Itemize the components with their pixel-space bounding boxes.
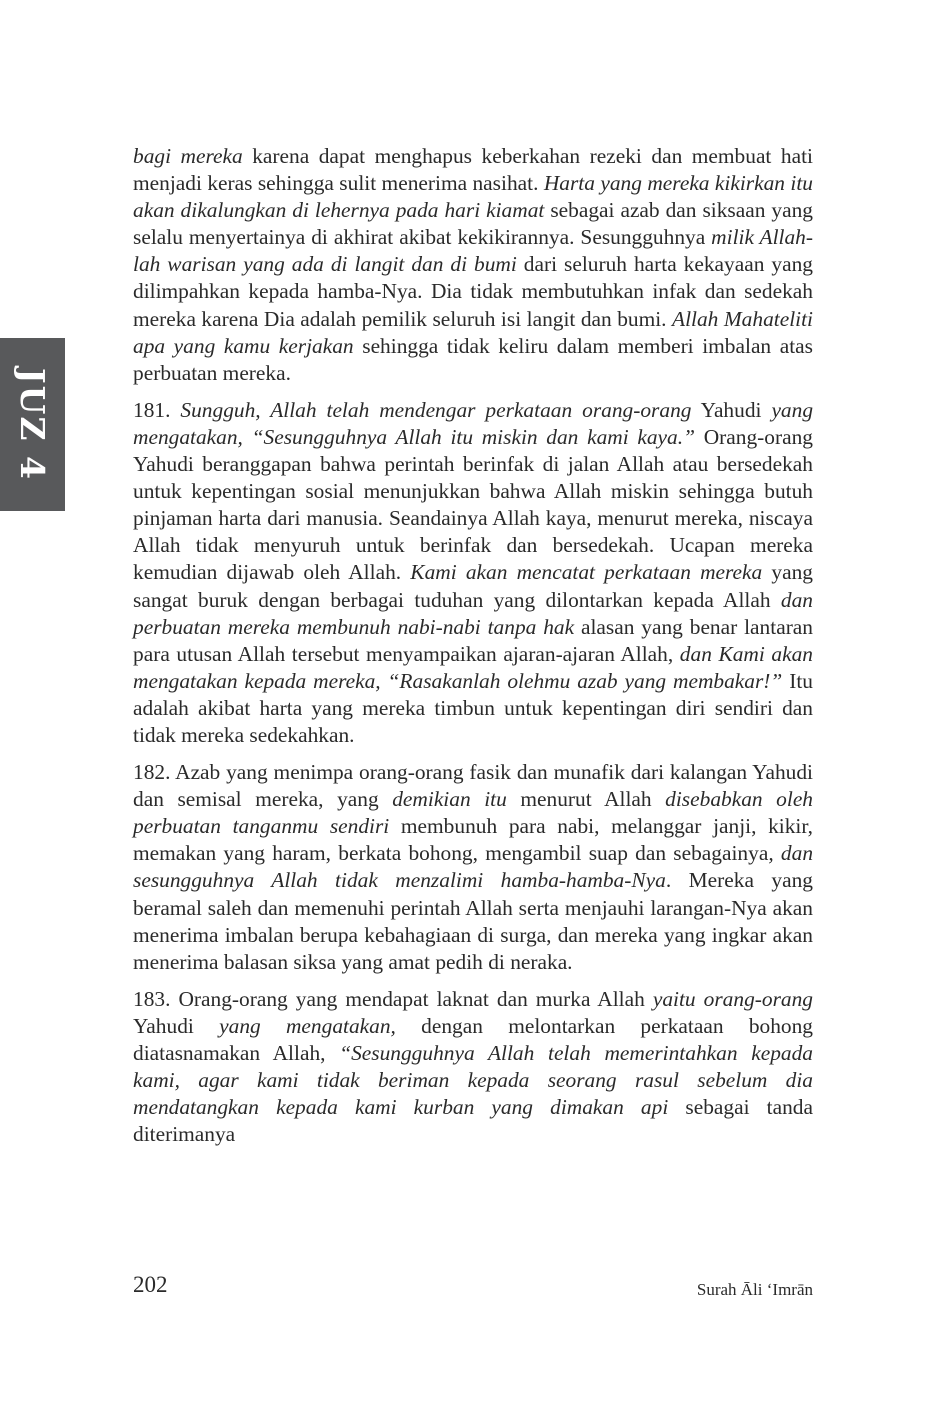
running-title: Surah Āli ‘Imrān: [696, 1280, 813, 1299]
italic-run: dan perbuatan mereka membunuh nabi-nabi tanpa hak: [133, 587, 813, 639]
text-run: sebagai azab dan siksaan yang selalu menyertainya di akhirat akibat kekikirannya. Sesungguhnya: [133, 198, 813, 250]
italic-run: disebabkan oleh perbuatan tanganmu sendiri: [133, 787, 814, 839]
text-run: yang sangat buruk dengan berbagai tuduhan yang dilontarkan kepada Allah: [133, 560, 813, 612]
paragraph: [133, 986, 813, 1149]
juz-side-tab: [0, 338, 65, 511]
text-run: 182. Azab yang menimpa orang-orang fasik dan munafik dari kalangan Yahudi dan semisal mereka, yang: [133, 760, 813, 812]
italic-run: Allah Mahateliti apa yang kamu kerjakan: [133, 306, 813, 358]
italic-run: bagi mereka: [133, 144, 243, 168]
text-run: Yahudi: [691, 397, 772, 422]
text-run: alasan yang benar lantaran para utusan Allah tersebut menyampaikan ajaran-ajaran Allah,: [133, 614, 814, 666]
italic-run: yang mengatakan, “Sesungguhnya Allah itu miskin dan kami kaya.”: [133, 397, 814, 449]
text-run: 181.: [133, 397, 181, 422]
italic-run: dan Kami akan mengatakan kepada mereka, “Rasakanlah olehmu azab yang membakar!”: [133, 641, 813, 693]
italic-run: Harta yang mereka kikirkan itu akan dikalungkan di lehernya pada hari kiamat: [133, 171, 813, 223]
italic-run: Kami akan mencatat perkataan mereka: [410, 560, 763, 585]
italic-run: demikian itu: [392, 787, 507, 812]
text-run: karena dapat menghapus keberkahan rezeki dan membuat hati menjadi keras sehingga sulit menerima nasihat.: [133, 144, 813, 196]
italic-run: , dan sesungguhnya Allah tidak menzalimi hamba-hamba-Nya: [133, 841, 814, 893]
italic-run: yang mengatakan,: [219, 1013, 396, 1038]
body-text: [133, 143, 813, 1158]
text-run: Itu adalah akibat harta yang mereka timbun untuk kepentingan diri sendiri dan tidak mereka sedekahkan.: [133, 668, 813, 747]
juz-label: JUZ 4: [13, 368, 52, 481]
text-run: 183. Orang-orang yang mendapat laknat dan murka Allah: [133, 986, 653, 1011]
text-run: sebagai tanda diterimanya: [133, 1095, 813, 1147]
italic-run: yaitu orang-orang: [652, 986, 813, 1011]
italic-run: “Sesungguhnya Allah telah memerintahkan kepada kami, agar kami tidak beriman kepada seorang rasul sebelum dia mendatangkan kepada kami kurban yang dimakan api: [133, 1041, 813, 1120]
text-run: sehingga tidak keliru dalam memberi imbalan atas perbuatan mereka.: [133, 333, 813, 385]
italic-run: Sungguh, Allah telah mendengar perkataan orang-orang: [180, 397, 692, 422]
text-run: dari seluruh harta kekayaan yang dilimpahkan kepada hamba-Nya. Dia tidak membutuhkan infak dan sedekah mereka karena Dia adalah pemilik seluruh isi langit dan bumi.: [133, 252, 813, 331]
page-number: 202: [133, 1272, 168, 1297]
text-run: menurut Allah: [506, 787, 666, 812]
paragraph: [133, 759, 813, 976]
text-run: . Mereka yang beramal saleh dan memenuhi perintah Allah serta menjauhi larangan-Nya akan menerima imbalan berupa kebahagiaan di surga, dan mereka yang ingkar akan menerima balasan siksa yang amat pedih di neraka.: [133, 868, 813, 974]
paragraph: [133, 397, 813, 749]
text-run: Orang-orang Yahudi beranggapan bahwa perintah berinfak di jalan Allah atau bersedekah untuk kepentingan sosial menunjukkan bahwa Allah miskin sehingga butuh pinjaman harta dari manusia. Seandainya Allah kaya, menurut mereka, niscaya Allah tidak menyuruh untuk berinfak dan bersedekah. Ucapan mereka kemudian dijawab oleh Allah.: [133, 424, 813, 585]
text-run: Yahudi: [133, 1013, 220, 1038]
text-run: membunuh para nabi, melanggar janji, kikir, memakan yang haram, berkata bohong, mengambil suap dan sebagainya: [133, 814, 813, 866]
paragraph: [133, 143, 813, 387]
italic-run: milik Allah-lah warisan yang ada di langit dan di bumi: [133, 225, 813, 277]
text-run: dengan melontarkan perkataan bohong diatasnamakan Allah,: [133, 1013, 814, 1065]
